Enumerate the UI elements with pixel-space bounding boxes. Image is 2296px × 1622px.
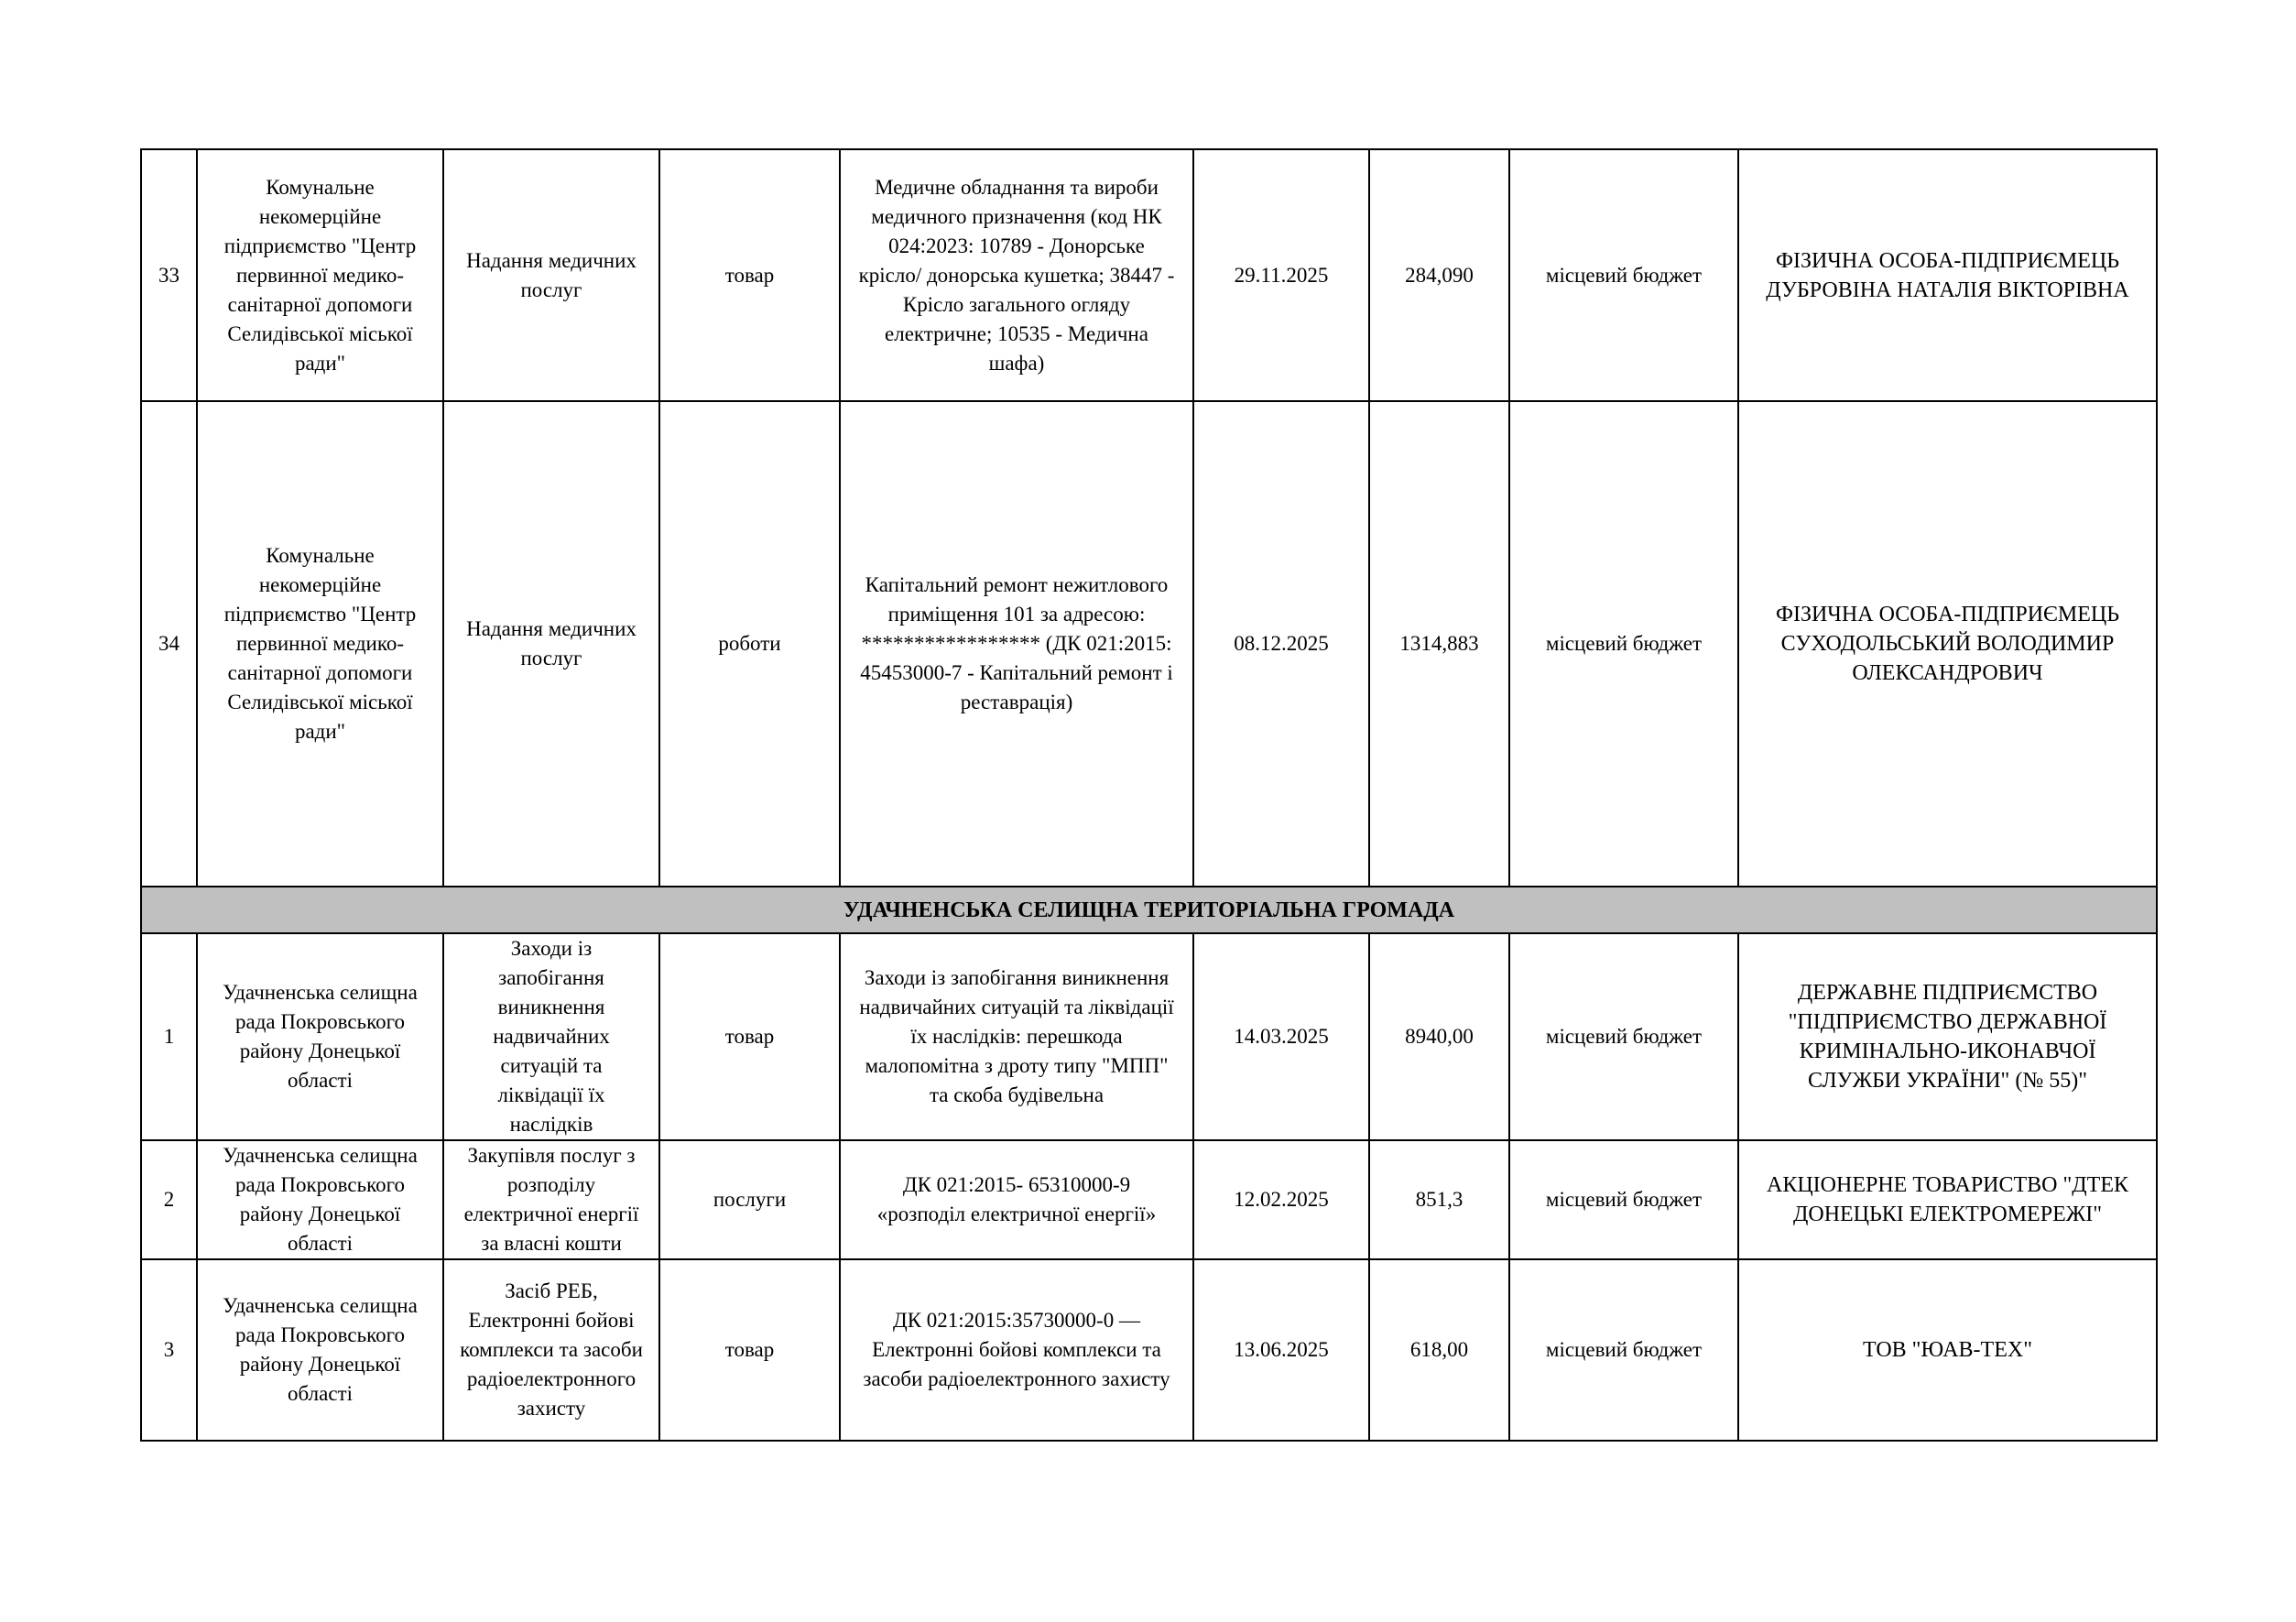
funding-source-cell: місцевий бюджет xyxy=(1509,401,1738,887)
funding-source-cell: місцевий бюджет xyxy=(1509,149,1738,401)
purpose-cell: Засіб РЕБ, Електронні бойові комплекси та засоби радіоелектронного захисту xyxy=(443,1259,659,1441)
procurement-type-cell: товар xyxy=(659,933,840,1140)
funding-source-cell: місцевий бюджет xyxy=(1509,1140,1738,1259)
procurement-type-cell: товар xyxy=(659,1259,840,1441)
winner-cell: ФІЗИЧНА ОСОБА-ПІДПРИЄМЕЦЬ ДУБРОВІНА НАТАЛІЯ ВІКТОРІВНА xyxy=(1738,149,2157,401)
section-header-row xyxy=(141,887,2157,933)
procurement-type-cell: послуги xyxy=(659,1140,840,1259)
table-row xyxy=(141,401,2157,887)
amount-cell: 1314,883 xyxy=(1369,401,1509,887)
procurement-table xyxy=(140,148,2158,1442)
subject-cell: Заходи із запобігання виникнення надвичайних ситуацій та ліквідації їх наслідків: перешкода малопомітна з дроту типу "МПП" та скоба будівельна xyxy=(840,933,1193,1140)
purpose-cell: Заходи із запобігання виникнення надвичайних ситуацій та ліквідації їх наслідків xyxy=(443,933,659,1140)
winner-cell: ФІЗИЧНА ОСОБА-ПІДПРИЄМЕЦЬ СУХОДОЛЬСЬКИЙ ВОЛОДИМИР ОЛЕКСАНДРОВИЧ xyxy=(1738,401,2157,887)
customer-cell: Удачненська селищна рада Покровського району Донецької області xyxy=(197,1140,443,1259)
row-number-cell: 1 xyxy=(141,933,197,1140)
subject-cell: Капітальний ремонт нежитлового приміщення 101 за адресою: ***************** (ДК 021:2015: 45453000-7 - Капітальний ремонт і реставрація) xyxy=(840,401,1193,887)
amount-cell: 618,00 xyxy=(1369,1259,1509,1441)
table-row xyxy=(141,933,2157,1140)
date-cell: 12.02.2025 xyxy=(1193,1140,1369,1259)
customer-cell: Удачненська селищна рада Покровського району Донецької області xyxy=(197,1259,443,1441)
purpose-cell: Закупівля послуг з розподілу електричної енергії за власні кошти xyxy=(443,1140,659,1259)
table-row xyxy=(141,1140,2157,1259)
winner-cell: ДЕРЖАВНЕ ПІДПРИЄМСТВО "ПІДПРИЄМСТВО ДЕРЖАВНОЇ КРИМІНАЛЬНО-ИКОНАВЧОЇ СЛУЖБИ УКРАЇНИ" (№ 55)" xyxy=(1738,933,2157,1140)
subject-cell: ДК 021:2015- 65310000-9 «розподіл електричної енергії» xyxy=(840,1140,1193,1259)
row-number-cell: 3 xyxy=(141,1259,197,1441)
amount-cell: 8940,00 xyxy=(1369,933,1509,1140)
customer-cell: Комунальне некомерційне підприємство "Центр первинної медико- санітарної допомоги Селидівської міської ради" xyxy=(197,401,443,887)
table-row xyxy=(141,149,2157,401)
date-cell: 08.12.2025 xyxy=(1193,401,1369,887)
row-number-cell: 33 xyxy=(141,149,197,401)
winner-cell: АКЦІОНЕРНЕ ТОВАРИСТВО "ДТЕК ДОНЕЦЬКІ ЕЛЕКТРОМЕРЕЖІ" xyxy=(1738,1140,2157,1259)
customer-cell: Удачненська селищна рада Покровського району Донецької області xyxy=(197,933,443,1140)
funding-source-cell: місцевий бюджет xyxy=(1509,933,1738,1140)
procurement-type-cell: роботи xyxy=(659,401,840,887)
date-cell: 13.06.2025 xyxy=(1193,1259,1369,1441)
funding-source-cell: місцевий бюджет xyxy=(1509,1259,1738,1441)
purpose-cell: Надання медичних послуг xyxy=(443,149,659,401)
section-title: УДАЧНЕНСЬКА СЕЛИЩНА ТЕРИТОРІАЛЬНА ГРОМАДА xyxy=(141,887,2157,933)
amount-cell: 851,3 xyxy=(1369,1140,1509,1259)
winner-cell: ТОВ "ЮАВ-ТЕХ" xyxy=(1738,1259,2157,1441)
subject-cell: ДК 021:2015:35730000-0 — Електронні бойові комплекси та засоби радіоелектронного захисту xyxy=(840,1259,1193,1441)
date-cell: 14.03.2025 xyxy=(1193,933,1369,1140)
subject-cell: Медичне обладнання та вироби медичного призначення (код НК 024:2023: 10789 - Донорське крісло/ донорська кушетка; 38447 - Крісло загального огляду електричне; 10535 - Медична шафа) xyxy=(840,149,1193,401)
customer-cell: Комунальне некомерційне підприємство "Центр первинної медико- санітарної допомоги Селидівської міської ради" xyxy=(197,149,443,401)
date-cell: 29.11.2025 xyxy=(1193,149,1369,401)
procurement-type-cell: товар xyxy=(659,149,840,401)
purpose-cell: Надання медичних послуг xyxy=(443,401,659,887)
table-row xyxy=(141,1259,2157,1441)
row-number-cell: 2 xyxy=(141,1140,197,1259)
amount-cell: 284,090 xyxy=(1369,149,1509,401)
row-number-cell: 34 xyxy=(141,401,197,887)
